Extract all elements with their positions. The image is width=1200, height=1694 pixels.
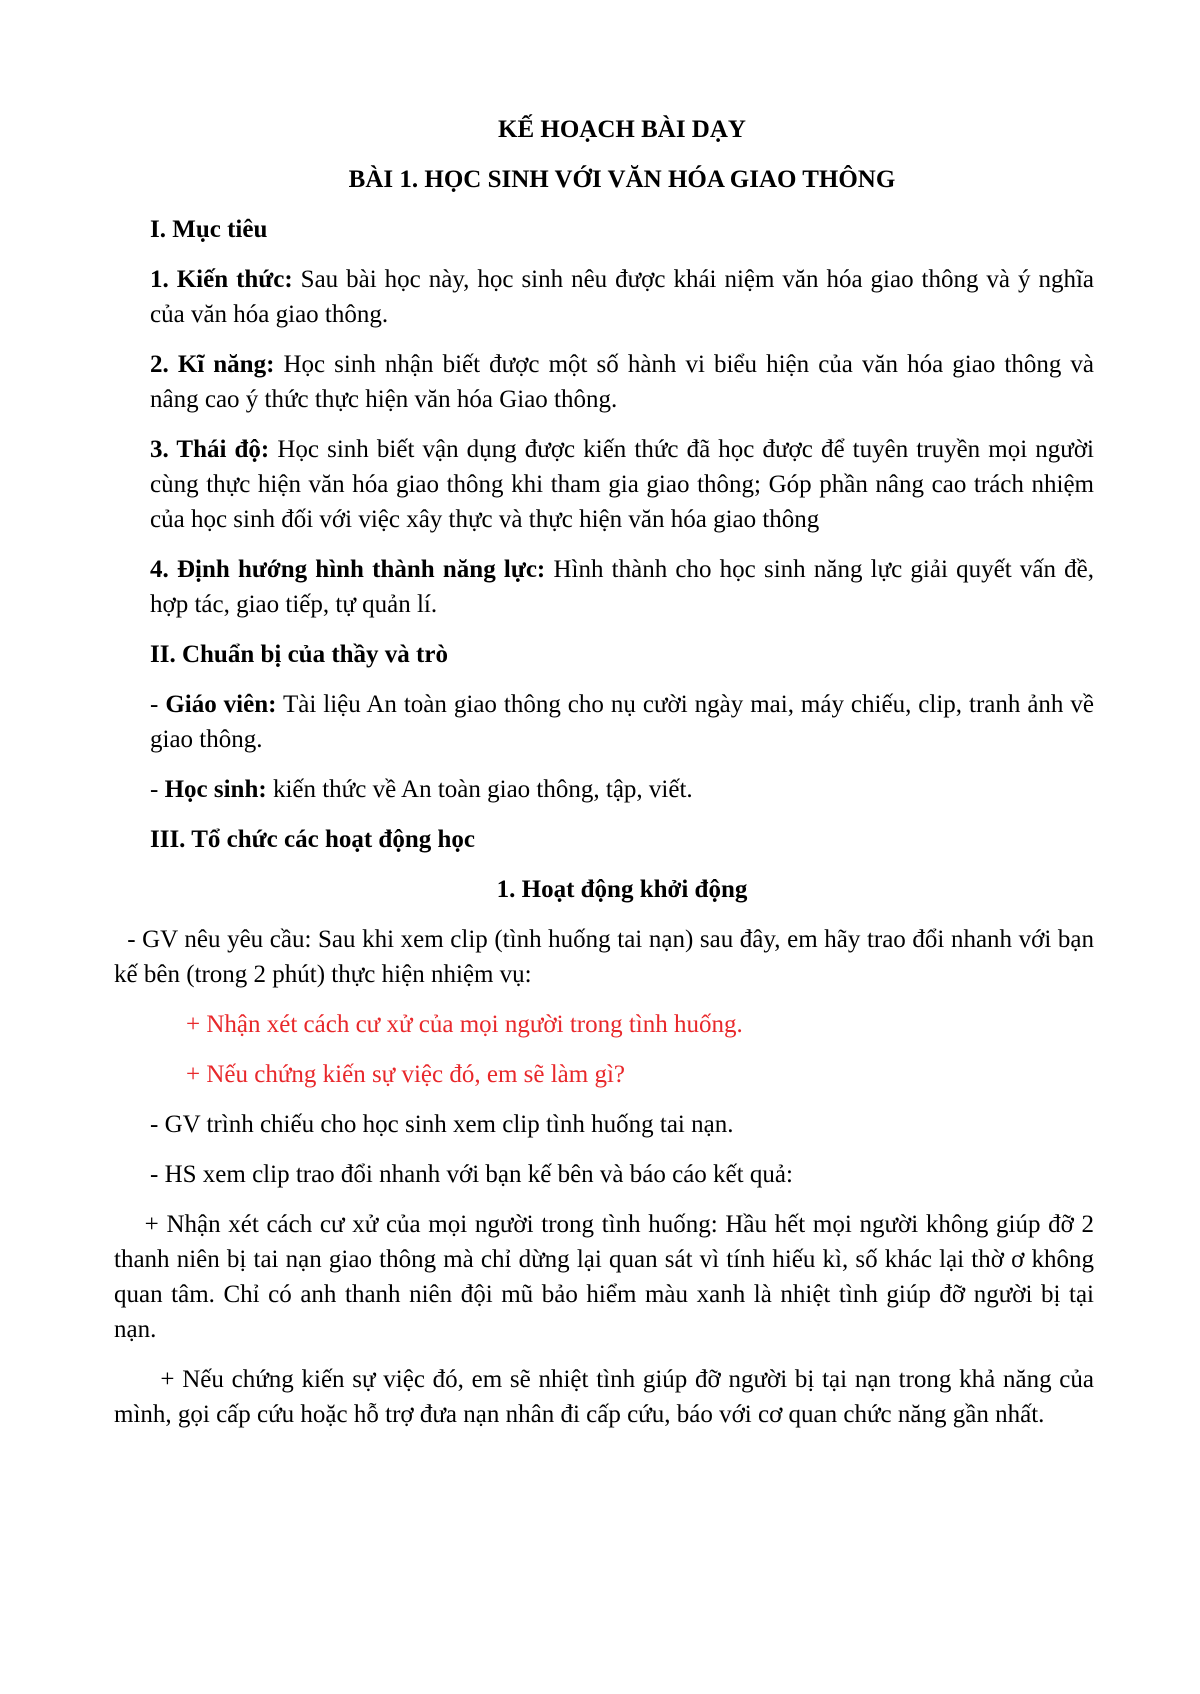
answer-item: [114, 1362, 1094, 1432]
section-heading-objectives: I. Mục tiêu: [150, 216, 268, 243]
objective-skills: [150, 347, 1094, 417]
section-heading-activities: III. Tổ chức các hoạt động học: [150, 826, 475, 853]
activity-step: - GV trình chiếu cho học sinh xem clip tình huống tai nạn.: [150, 1111, 734, 1138]
document-title: KẾ HOẠCH BÀI DẠY: [498, 116, 746, 143]
list-dash: -: [150, 691, 166, 718]
section-heading-preparation: II. Chuẩn bị của thầy và trò: [150, 641, 448, 668]
lesson-title: BÀI 1. HỌC SINH VỚI VĂN HÓA GIAO THÔNG: [348, 166, 896, 193]
answer-item: [114, 1207, 1094, 1347]
activity-title: 1. Hoạt động khởi động: [496, 876, 748, 903]
objective-text: Sau bài học này, học sinh nêu được khái niệm văn hóa giao thông và ý nghĩa của văn hóa giao thông.: [150, 266, 1094, 328]
list-dash: -: [150, 776, 165, 803]
preparation-label: Học sinh:: [164, 776, 267, 803]
preparation-text: kiến thức về An toàn giao thông, tập, viết.: [266, 776, 693, 803]
activity-step: - HS xem clip trao đổi nhanh với bạn kế bên và báo cáo kết quả:: [150, 1161, 793, 1188]
objective-competency: [150, 552, 1094, 622]
objective-attitude: [150, 432, 1094, 537]
task-item: + Nếu chứng kiến sự việc đó, em sẽ làm gì?: [186, 1061, 626, 1088]
objective-text: Hình thành cho học sinh năng lực giải quyết vấn đề, hợp tác, giao tiếp, tự quản lí.: [150, 556, 1094, 618]
objective-label: 1. Kiến thức:: [150, 266, 293, 293]
preparation-text: Tài liệu An toàn giao thông cho nụ cười ngày mai, máy chiếu, clip, tranh ảnh về giao thông.: [150, 691, 1095, 753]
objective-text: Học sinh nhận biết được một số hành vi biểu hiện của văn hóa giao thông và nâng cao ý thức thực hiện văn hóa Giao thông.: [150, 351, 1094, 413]
task-item: + Nhận xét cách cư xử của mọi người trong tình huống.: [186, 1011, 743, 1038]
objective-label: 3. Thái độ:: [150, 436, 270, 463]
objective-text: Học sinh biết vận dụng được kiến thức đã học được để tuyên truyền mọi người cùng thực hiện văn hóa giao thông khi tham gia giao thông; Góp phần nâng cao trách nhiệm của học sinh đối với việc xây thực và thực hiện văn hóa giao thông: [150, 436, 1094, 533]
objective-label: 4. Định hướng hình thành năng lực:: [150, 556, 546, 583]
document-body: [114, 112, 1095, 1447]
preparation-teacher: [150, 687, 1094, 757]
activity-intro-text: - GV nêu yêu cầu: Sau khi xem clip (tình huống tai nạn) sau đây, em hãy trao đổi nhanh với bạn kế bên (trong 2 phút) thực hiện nhiệm vụ:: [114, 926, 1095, 988]
preparation-student: [150, 772, 1094, 807]
answer-text: + Nếu chứng kiến sự việc đó, em sẽ nhiệt tình giúp đỡ người bị tại nạn trong khả năng của mình, gọi cấp cứu hoặc hỗ trợ đưa nạn nhân đi cấp cứu, báo với cơ quan chức năng gần nhất.: [114, 1366, 1095, 1428]
answer-text: + Nhận xét cách cư xử của mọi người trong tình huống: Hầu hết mọi người không giúp đỡ 2 thanh niên bị tai nạn giao thông mà chỉ dừng lại quan sát vì tính hiếu kì, số khác lại thờ ơ không quan tâm. Chỉ có anh thanh niên đội mũ bảo hiểm màu xanh là nhiệt tình giúp đỡ người bị tại nạn.: [114, 1211, 1094, 1343]
objective-label: 2. Kĩ năng:: [150, 351, 275, 378]
objective-knowledge: [150, 262, 1094, 332]
preparation-label: Giáo viên:: [165, 691, 277, 718]
activity-intro: [114, 922, 1094, 992]
